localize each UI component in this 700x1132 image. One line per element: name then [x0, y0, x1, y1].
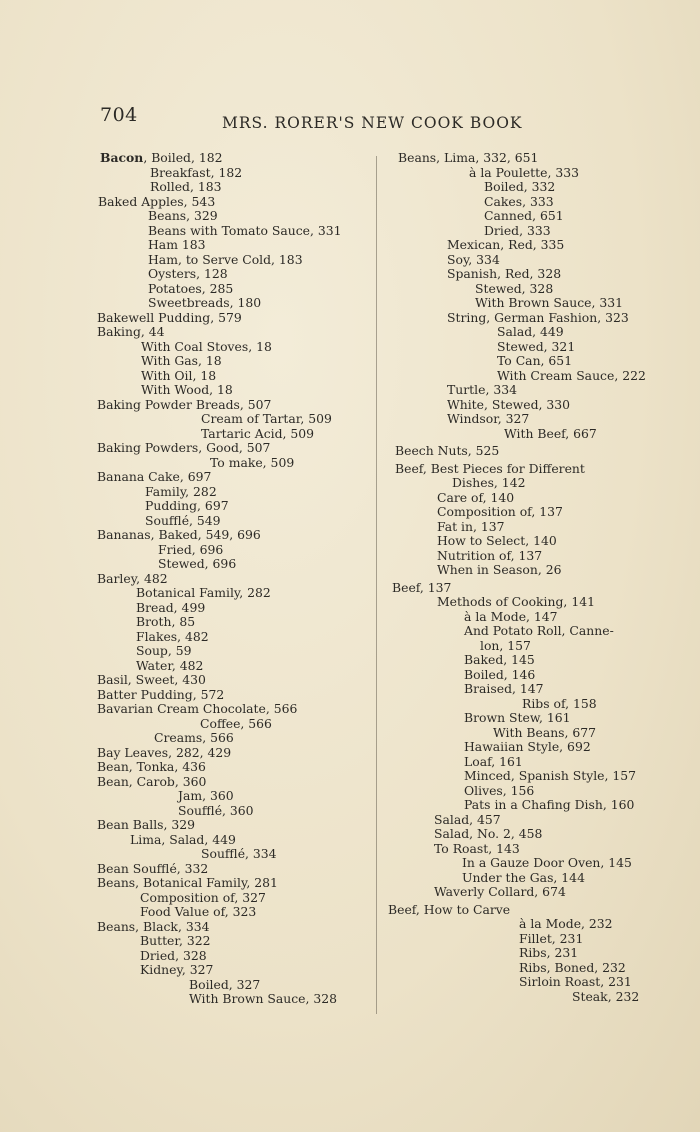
- index-entry: Water, 482: [136, 657, 204, 673]
- index-entry: Salad, 457: [434, 811, 501, 827]
- index-entry: Windsor, 327: [447, 411, 530, 426]
- index-entry: Ribs, 231: [519, 945, 579, 960]
- index-entry: Botanical Family, 282: [136, 585, 271, 600]
- index-entry: Beech Nuts, 525: [395, 443, 500, 458]
- index-entry: Ribs of, 158: [522, 695, 597, 711]
- index-entry: Breakfast, 182: [150, 164, 243, 180]
- index-entry: Stewed, 321: [497, 338, 576, 354]
- index-entry: Under the Gas, 144: [462, 869, 585, 885]
- index-entry: Olives, 156: [464, 782, 535, 798]
- index-entry: [97, 151, 377, 166]
- index-entry: Minced, Spanish Style, 157: [464, 768, 637, 783]
- index-entry: Bavarian Cream Chocolate, 566: [97, 701, 298, 716]
- index-entry: Ham 183: [148, 237, 206, 252]
- index-entry: Hawaiian Style, 692: [464, 739, 591, 754]
- index-entry: Ham, to Serve Cold, 183: [148, 251, 303, 267]
- index-entry: With Wood, 18: [141, 382, 233, 397]
- index-entry: Bean, Tonka, 436: [97, 759, 206, 774]
- index-entry: Methods of Cooking, 141: [437, 594, 595, 609]
- index-entry: Beans with Tomato Sauce, 331: [148, 222, 342, 238]
- index-entry: Soufflé, 334: [201, 846, 277, 861]
- index-entry: Family, 282: [145, 483, 217, 499]
- index-column-left: [97, 151, 377, 1007]
- index-entry: Basil, Sweet, 430: [97, 672, 206, 687]
- index-entry: Baking Powder Breads, 507: [97, 396, 272, 412]
- index-entry: Flakes, 482: [136, 628, 209, 644]
- index-entry: Lima, Salad, 449: [130, 831, 236, 847]
- page-number: 704: [100, 104, 138, 126]
- index-entry: Nutrition of, 137: [437, 547, 543, 563]
- index-entry: To make, 509: [210, 454, 295, 470]
- index-entry: Loaf, 161: [464, 753, 523, 769]
- index-entry: Soup, 59: [136, 643, 192, 658]
- index-entry: In a Gauze Door Oven, 145: [462, 855, 632, 870]
- index-entry: Food Value of, 323: [140, 904, 257, 919]
- index-entry: With Beef, 667: [504, 425, 597, 441]
- index-entry: Turtle, 334: [447, 382, 517, 397]
- index-entry: Beef, 137: [392, 579, 452, 595]
- index-entry: lon, 157: [480, 637, 531, 653]
- index-entry: Pats in a Chafing Dish, 160: [464, 797, 635, 812]
- index-entry: Jam, 360: [178, 788, 234, 803]
- column-divider: [376, 156, 377, 1014]
- index-entry: Beans, Lima, 332, 651: [398, 150, 539, 165]
- index-entry: Baking, 44: [97, 324, 165, 339]
- index-entry: Bread, 499: [136, 599, 206, 615]
- index-entry: Ribs, Boned, 232: [519, 959, 626, 975]
- index-entry: à la Mode, 232: [519, 916, 613, 931]
- index-entry: à la Mode, 147: [464, 608, 558, 624]
- index-entry: Tartaric Acid, 509: [201, 425, 315, 441]
- index-entry: Stewed, 696: [158, 556, 237, 571]
- index-entry: Baking Powders, Good, 507: [97, 440, 271, 455]
- index-entry: Steak, 232: [572, 988, 640, 1004]
- index-entry: Beans, Black, 334: [97, 918, 210, 934]
- index-entry: With Cream Sauce, 222: [497, 367, 646, 383]
- index-entry: Pudding, 697: [145, 498, 229, 513]
- index-entry: Kidney, 327: [140, 962, 214, 977]
- index-entry: Mexican, Red, 335: [447, 237, 565, 252]
- index-entry: Baked, 145: [464, 652, 535, 667]
- index-entry: Spanish, Red, 328: [447, 266, 562, 281]
- index-entry-headword: Bacon: [100, 150, 144, 165]
- index-entry: With Gas, 18: [141, 353, 222, 368]
- index-entry: To Can, 651: [497, 353, 573, 368]
- index-entry: Composition of, 137: [437, 504, 563, 519]
- index-entry: Batter Pudding, 572: [97, 686, 225, 702]
- index-entry: Bakewell Pudding, 579: [97, 309, 242, 325]
- index-entry: Coffee, 566: [200, 715, 272, 731]
- index-entry: When in Season, 26: [437, 562, 562, 577]
- index-entry: How to Select, 140: [437, 533, 557, 548]
- index-entry: Rolled, 183: [150, 179, 222, 194]
- index-entry: Banana Cake, 697: [97, 469, 212, 484]
- index-entry: à la Poulette, 333: [469, 164, 580, 180]
- index-entry: Beans, 329: [148, 208, 218, 223]
- index-entry: Boiled, 327: [189, 976, 261, 992]
- index-entry: Baked Apples, 543: [98, 193, 216, 209]
- index-entry: Composition of, 327: [140, 889, 266, 905]
- index-entry: Soy, 334: [447, 251, 500, 267]
- index-entry: With Coal Stoves, 18: [141, 338, 272, 354]
- index-entry: Braised, 147: [464, 681, 544, 696]
- index-entry: Dried, 328: [140, 947, 207, 963]
- index-entry: Barley, 482: [97, 570, 168, 586]
- index-entry: And Potato Roll, Canne-: [464, 623, 614, 638]
- index-entry: With Beans, 677: [493, 724, 597, 740]
- index-entry: Fried, 696: [158, 541, 224, 557]
- index-entry: Boiled, 146: [464, 666, 536, 682]
- index-entry: Salad, 449: [497, 324, 564, 339]
- index-entry: Waverly Collard, 674: [434, 884, 566, 899]
- index-entry: Broth, 85: [136, 614, 196, 629]
- index-entry: Beans, Botanical Family, 281: [97, 875, 278, 890]
- index-entry: Sweetbreads, 180: [148, 295, 262, 310]
- index-entry: Creams, 566: [154, 730, 234, 745]
- index-entry: With Brown Sauce, 331: [475, 295, 624, 310]
- index-entry: Butter, 322: [140, 933, 211, 948]
- index-entry: With Oil, 18: [141, 367, 217, 383]
- running-head: MRS. RORER'S NEW COOK BOOK: [222, 114, 523, 132]
- index-entry: Dried, 333: [484, 222, 551, 238]
- index-entry: Stewed, 328: [475, 280, 554, 296]
- index-entry: White, Stewed, 330: [447, 396, 571, 412]
- index-entry: String, German Fashion, 323: [447, 309, 629, 325]
- index-entry: Sirloin Roast, 231: [519, 974, 632, 989]
- index-entry: Soufflé, 549: [145, 512, 221, 528]
- index-entry: Care of, 140: [437, 489, 515, 505]
- index-entry: Bananas, Baked, 549, 696: [97, 527, 261, 542]
- index-entry: With Brown Sauce, 328: [189, 991, 338, 1006]
- index-entry: Bean Balls, 329: [97, 817, 196, 832]
- index-entry: Oysters, 128: [148, 266, 228, 281]
- index-entry: Bean Soufflé, 332: [97, 860, 209, 876]
- index-entry: Cakes, 333: [484, 193, 554, 209]
- index-entry: Fillet, 231: [519, 930, 584, 946]
- index-entry-rest: , Boiled, 182: [143, 150, 223, 165]
- index-entry: Bean, Carob, 360: [97, 773, 207, 789]
- index-entry: Boiled, 332: [484, 179, 556, 194]
- index-entry: Bay Leaves, 282, 429: [97, 744, 232, 760]
- index-entry: Soufflé, 360: [178, 802, 254, 818]
- index-entry: To Roast, 143: [434, 840, 520, 856]
- index-entry: Beef, Best Pieces for Different: [395, 460, 585, 476]
- index-entry: Beef, How to Carve: [388, 901, 511, 917]
- index-entry: Brown Stew, 161: [464, 710, 571, 725]
- index-entry: Cream of Tartar, 509: [201, 411, 332, 426]
- index-entry: Fat in, 137: [437, 518, 505, 534]
- index-entry: Canned, 651: [484, 208, 564, 223]
- index-entry: Dishes, 142: [452, 475, 526, 490]
- index-entry: Salad, No. 2, 458: [434, 826, 543, 841]
- index-entry: Potatoes, 285: [148, 280, 234, 296]
- index-column-right: [388, 151, 668, 1004]
